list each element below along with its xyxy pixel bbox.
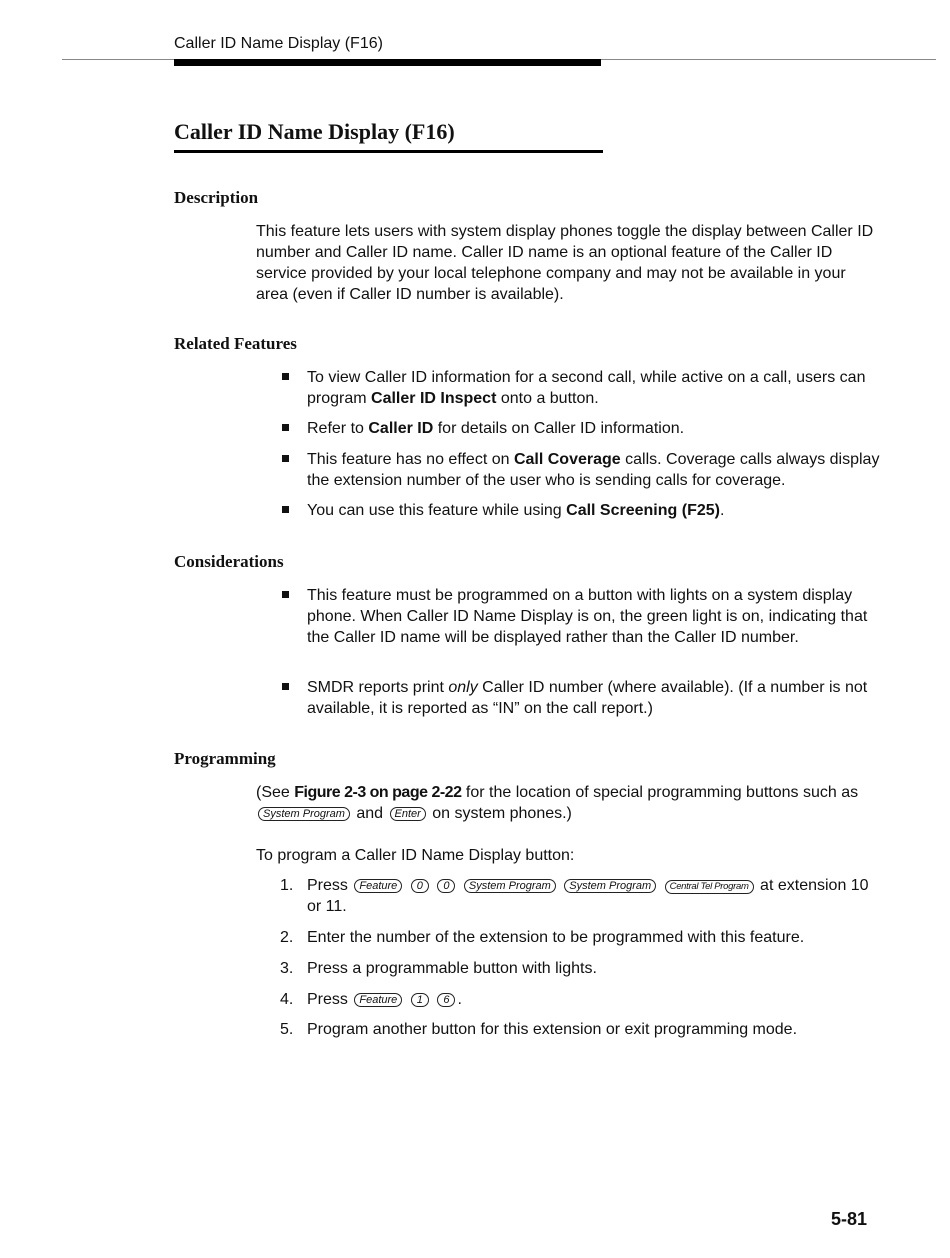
bullet	[282, 683, 289, 690]
consideration-item-2-text-end: Caller ID number (where available). (If a number is not available, it is reported as “IN” on the call report.)	[307, 679, 868, 717]
related-item-3-text: This feature has no effect on	[307, 451, 514, 468]
description-text: This feature lets users with system display phones toggle the display between Caller ID number and Caller ID name. Caller ID name is an optional feature of the Caller ID service provided by your local telephone company and may not be available in your area (even if Caller ID number is available).	[256, 223, 874, 303]
programming-intro-text-end: on system phones.)	[427, 805, 572, 822]
considerations-heading: Considerations	[174, 552, 284, 571]
running-header: Caller ID Name Display (F16)	[174, 35, 383, 52]
only-emphasis: only	[448, 679, 478, 696]
central-tel-program-key: Central Tel Program	[665, 880, 754, 894]
bullet	[282, 373, 289, 380]
page-title: Caller ID Name Display (F16)	[174, 119, 455, 144]
system-program-key: System Program	[258, 807, 350, 821]
step-1	[280, 875, 880, 917]
caller-id-inspect-ref: Caller ID Inspect	[371, 390, 497, 407]
related-item-4-text-end: .	[719, 502, 725, 519]
related-item-2-text: Refer to	[307, 420, 369, 437]
step-1-text: Press	[307, 877, 348, 894]
related-item-3-text-end: calls. Coverage calls always display the extension number of the user who is sending calls for coverage.	[307, 451, 880, 489]
step-number: 2.	[280, 929, 294, 946]
related-item-2	[280, 418, 880, 439]
consideration-item-1	[280, 585, 880, 648]
related-item-1-text: To view Caller ID information for a second call, while active on a call, users can program	[307, 369, 866, 407]
system-program-key: System Program	[464, 879, 556, 893]
step-2-text: Enter the number of the extension to be programmed with this feature.	[307, 929, 805, 946]
bullet	[282, 424, 289, 431]
zero-key: 0	[437, 879, 455, 893]
bullet	[282, 591, 289, 598]
bullet	[282, 506, 289, 513]
related-item-1	[280, 367, 880, 409]
title-rule	[174, 150, 603, 153]
six-key: 6	[437, 993, 455, 1007]
call-screening-ref: Call Screening (F25)	[566, 502, 720, 519]
page-number: 5-81	[831, 1209, 868, 1229]
programming-intro-text-mid: for the location of special programming buttons such as	[461, 784, 859, 801]
step-3-text: Press a programmable button with lights.	[307, 960, 597, 977]
step-5-text: Program another button for this extension or exit programming mode.	[307, 1021, 798, 1038]
figure-reference-link[interactable]: Figure 2-3 on page 2-22	[294, 784, 462, 801]
call-coverage-ref: Call Coverage	[513, 451, 621, 468]
related-features-heading: Related Features	[174, 334, 297, 353]
one-key: 1	[411, 993, 429, 1007]
related-item-4-text: You can use this feature while using	[307, 502, 567, 519]
caller-id-ref: Caller ID	[368, 420, 434, 437]
step-number: 3.	[280, 960, 294, 977]
step-1-text-end: at extension 10 or 11.	[307, 877, 869, 915]
related-item-2-text-end: for details on Caller ID information.	[433, 420, 685, 437]
step-number: 4.	[280, 991, 294, 1008]
enter-key: Enter	[390, 807, 426, 821]
step-2	[280, 927, 880, 948]
step-5	[280, 1019, 880, 1040]
programming-heading: Programming	[174, 749, 276, 768]
feature-key: Feature	[354, 879, 402, 893]
consideration-item-2-text: SMDR reports print	[307, 679, 449, 696]
feature-key: Feature	[354, 993, 402, 1007]
bullet	[282, 455, 289, 462]
description-heading: Description	[174, 188, 259, 207]
step-3	[280, 958, 880, 979]
related-item-3	[280, 449, 880, 491]
programming-intro	[256, 782, 876, 824]
programming-lead: To program a Caller ID Name Display button:	[256, 847, 575, 864]
system-program-key: System Program	[564, 879, 656, 893]
zero-key: 0	[411, 879, 429, 893]
related-item-1-text-end: onto a button.	[496, 390, 599, 407]
step-number: 5.	[280, 1021, 294, 1038]
related-item-4	[280, 500, 880, 521]
consideration-item-1-text: This feature must be programmed on a button with lights on a system display phone. When Caller ID Name Display is on, the green light is on, indicating that the Caller ID name will be displayed rather than the Caller ID number.	[307, 587, 868, 646]
step-4-text-end: .	[457, 991, 462, 1008]
step-number: 1.	[280, 877, 294, 894]
programming-intro-and: and	[351, 805, 388, 822]
step-4-text: Press	[307, 991, 348, 1008]
programming-intro-text: (See	[256, 784, 295, 801]
step-4	[280, 989, 880, 1010]
consideration-item-2	[280, 677, 880, 719]
header-bar	[174, 59, 601, 66]
